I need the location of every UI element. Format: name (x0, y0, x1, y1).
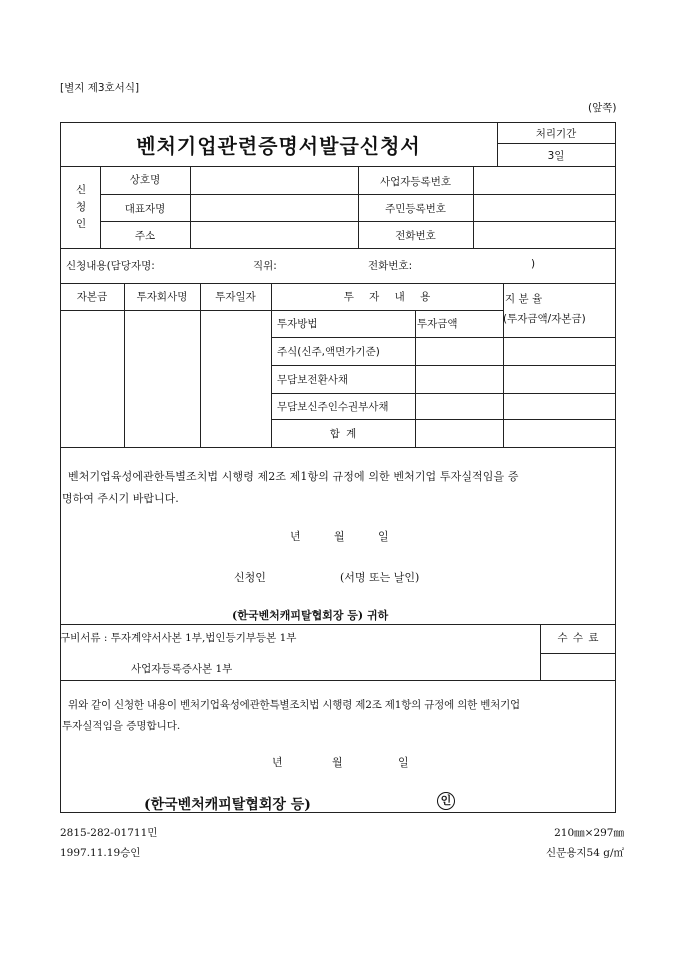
investor-name-header: 투자회사명 (136, 291, 188, 303)
processing-period-label: 처리기간 (535, 128, 577, 140)
capital-header: 자본금 (76, 291, 108, 303)
share-ratio-subheader: (투자금액/자본금) (503, 313, 586, 325)
request-phone-label: 전화번호: (368, 260, 413, 272)
position-label: 직위: (253, 260, 277, 272)
business-reg-number-label: 사업자등록번호 (379, 176, 451, 188)
certification-line-2: 투자실적임을 증명합니다. (62, 720, 181, 732)
applicant-sign-label: 신청인 (234, 571, 266, 584)
paper-type: 신문용지54 g/㎡ (545, 847, 624, 859)
address-label: 주소 (134, 230, 156, 242)
request-content-label: 신청내용(담당자명: (66, 260, 155, 272)
paper-size: 210㎜×297㎜ (554, 827, 624, 839)
certification-line-1: 위와 같이 신청한 내용이 벤처기업육성에관한특별조치법 시행령 제2조 제1항의 규정에 의한 벤처기업 (68, 699, 520, 711)
statement-line-2: 명하여 주시기 바랍니다. (62, 492, 179, 505)
close-paren: ) (531, 258, 536, 270)
statement-line-1: 벤처기업육성에관한특별조치법 시행령 제2조 제1항의 규정에 의한 벤처기업 투자실적임을 증 (68, 470, 519, 483)
method-warrant-bond: 무담보신주인수권부사채 (277, 401, 389, 413)
required-documents-line-2: 사업자등록증사본 1부 (131, 663, 233, 675)
method-stock: 주식(신주,액면가기준) (277, 346, 380, 358)
phone-label: 전화번호 (395, 230, 436, 242)
investment-details-header: 투 자 내 용 (343, 291, 431, 303)
signature-or-seal-label: (서명 또는 날인) (340, 571, 420, 584)
issuer-name: (한국벤처캐피탈협회장 등) (144, 797, 311, 813)
form-title: 벤처기업관련증명서발급신청서 (136, 134, 421, 158)
resident-reg-number-label: 주민등록번호 (385, 203, 446, 215)
required-documents-line-1: 구비서류 : 투자계약서사본 1부,법인등기부등본 1부 (60, 632, 297, 644)
processing-period-value: 3일 (547, 150, 565, 162)
fee-label: 수 수 료 (557, 632, 599, 644)
seal-mark: 인 (437, 792, 455, 810)
addressee: (한국벤처캐피탈협회장 등) 귀하 (232, 609, 389, 622)
investment-method-label: 투자방법 (277, 318, 318, 330)
approval-date: 1997.11.19승인 (60, 847, 141, 859)
annex-label: [별지 제3호서식] (60, 82, 140, 94)
method-convertible-bond: 무담보전환사채 (277, 374, 349, 386)
total-label: 합 계 (329, 428, 357, 440)
company-name-label: 상호명 (129, 174, 161, 186)
representative-label: 대표자명 (124, 203, 166, 215)
share-ratio-header: 지 분 율 (505, 293, 543, 305)
page-side-label: (앞쪽) (588, 102, 617, 114)
investment-amount-label: 투자금액 (417, 318, 458, 330)
investment-date-header: 투자일자 (215, 291, 256, 303)
form-code: 2815-282-01711민 (60, 827, 158, 839)
